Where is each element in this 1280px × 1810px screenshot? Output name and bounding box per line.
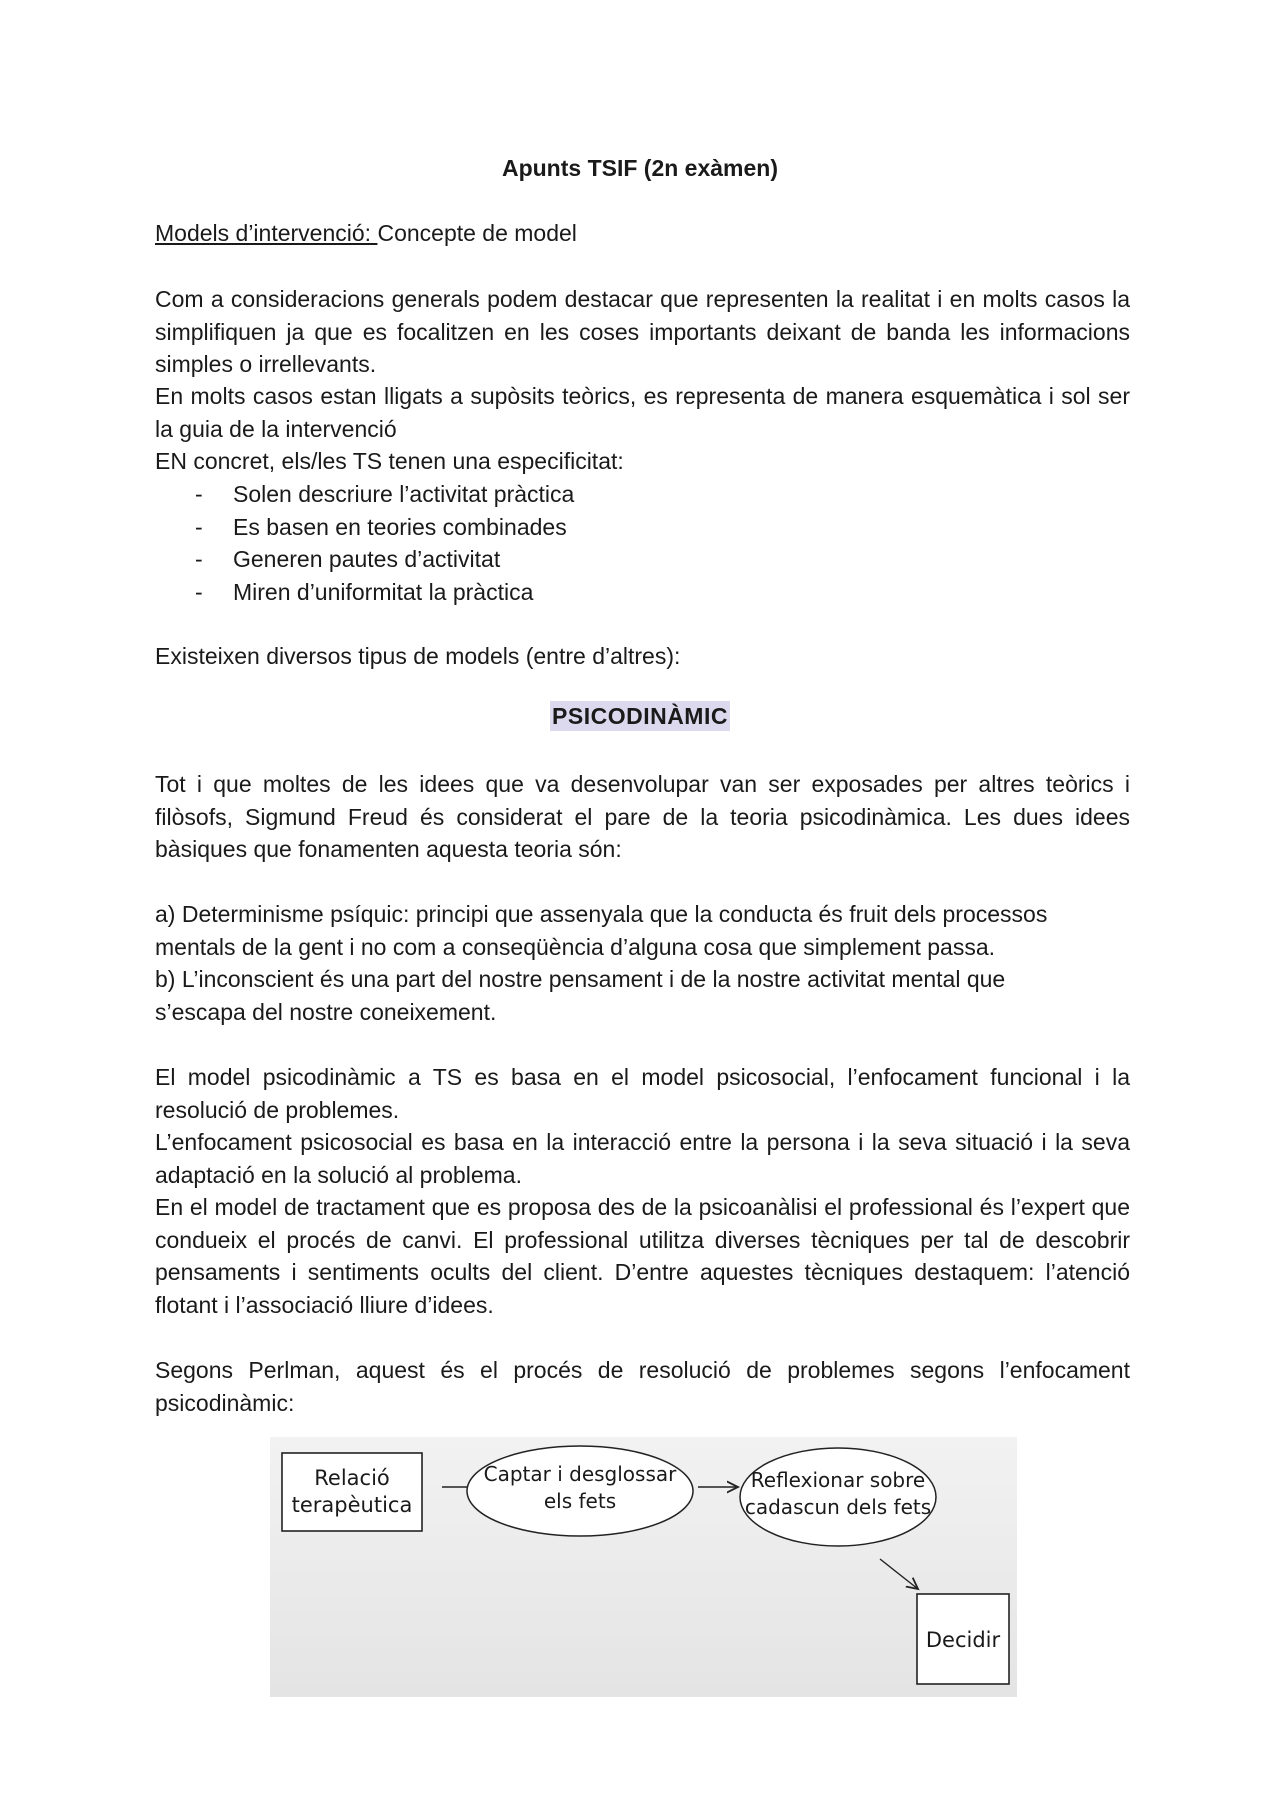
ideas-paragraph [155,898,1130,1028]
document-title: Apunts TSIF (2n exàmen) [501,155,779,181]
idea-a-line-1: a) Determinisme psíquic: principi que assenyala que la conducta és fruit dels processos [155,901,1048,927]
section-subtitle [155,220,577,247]
idea-b-line-1: b) L’inconscient és una part del nostre pensament i de la nostre activitat mental que [155,966,1006,992]
relacio-box-line-1: Relació [314,1466,390,1490]
section-heading [0,703,1280,730]
reflexionar-ellipse-line-2: cadascun dels fets [744,1495,932,1519]
section-title: PSICODINÀMIC [552,703,728,729]
list-item: - Solen descriure l’activitat pràctica [195,481,575,507]
paragraph-2-line-2: EN concret, els/les TS tenen una especificitat: [155,448,624,474]
captar-ellipse-line-2: els fets [543,1489,617,1513]
paragraph-2 [155,380,1130,478]
idea-a-line-2: mentals de la gent i no com a conseqüència d’alguna cosa que simplement passa. [155,933,996,960]
list-item: - Es basen en teories combinades [195,513,567,540]
perlman-paragraph: Segons Perlman, aquest és el procés de resolució de problemes segons l’enfocament psicodinàmic: [155,1357,1130,1416]
intro-paragraph: Com a consideracions generals podem destacar que representen la realitat i en molts casos la simplifiquen ja que es focalitzen en les coses importants deixant de banda les informacions simples o irrellevants. [155,286,1130,377]
types-intro: Existeixen diversos tipus de models (entre d’altres): [155,643,681,669]
list-item: - Miren d’uniformitat la pràctica [195,578,534,605]
idea-b-line-2: s’escapa del nostre coneixement. [155,998,497,1025]
process-diagram [270,1437,1017,1697]
model-paragraph-3: En el model de tractament que es proposa des de la psicoanàlisi el professional és l’expert que condueix el procés de canvi. El professional utilitza diverses tècniques per tal de descobrir pensaments i sentiments ocults del client. D’entre aquestes tècniques destaquem: l’atenció flotant i l’associació lliure d’idees. [155,1194,1130,1318]
freud-paragraph: Tot i que moltes de les idees que va desenvolupar van ser exposades per altres teòrics i filòsofs, Sigmund Freud és considerat el pare de la teoria psicodinàmica. Les dues idees bàsiques que fonamenten aquesta teoria són: [155,771,1130,862]
specificity-list [155,478,1130,608]
subtitle-underlined: Models d’intervenció: [155,220,378,246]
relacio-box [282,1453,422,1531]
model-paragraph-2: L’enfocament psicosocial es basa en la interacció entre la persona i la seva situació i la seva adaptació en la solució al problema. [155,1129,1130,1188]
decidir-box-label: Decidir [925,1628,1001,1652]
captar-ellipse-line-1: Captar i desglossar [483,1462,677,1486]
paragraph-2-line-1: En molts casos estan lligats a supòsits teòrics, es representa de manera esquemàtica i sol ser la guia de la intervenció [155,383,1130,442]
reflexionar-ellipse-line-1: Reflexionar sobre [750,1468,926,1492]
list-item: - Generen pautes d’activitat [195,546,501,572]
model-paragraph-1: El model psicodinàmic a TS es basa en el model psicosocial, l’enfocament funcional i la resolució de problemes. [155,1064,1130,1123]
relacio-box-line-2: terapèutica [291,1493,413,1517]
subtitle-rest: Concepte de model [377,220,577,246]
